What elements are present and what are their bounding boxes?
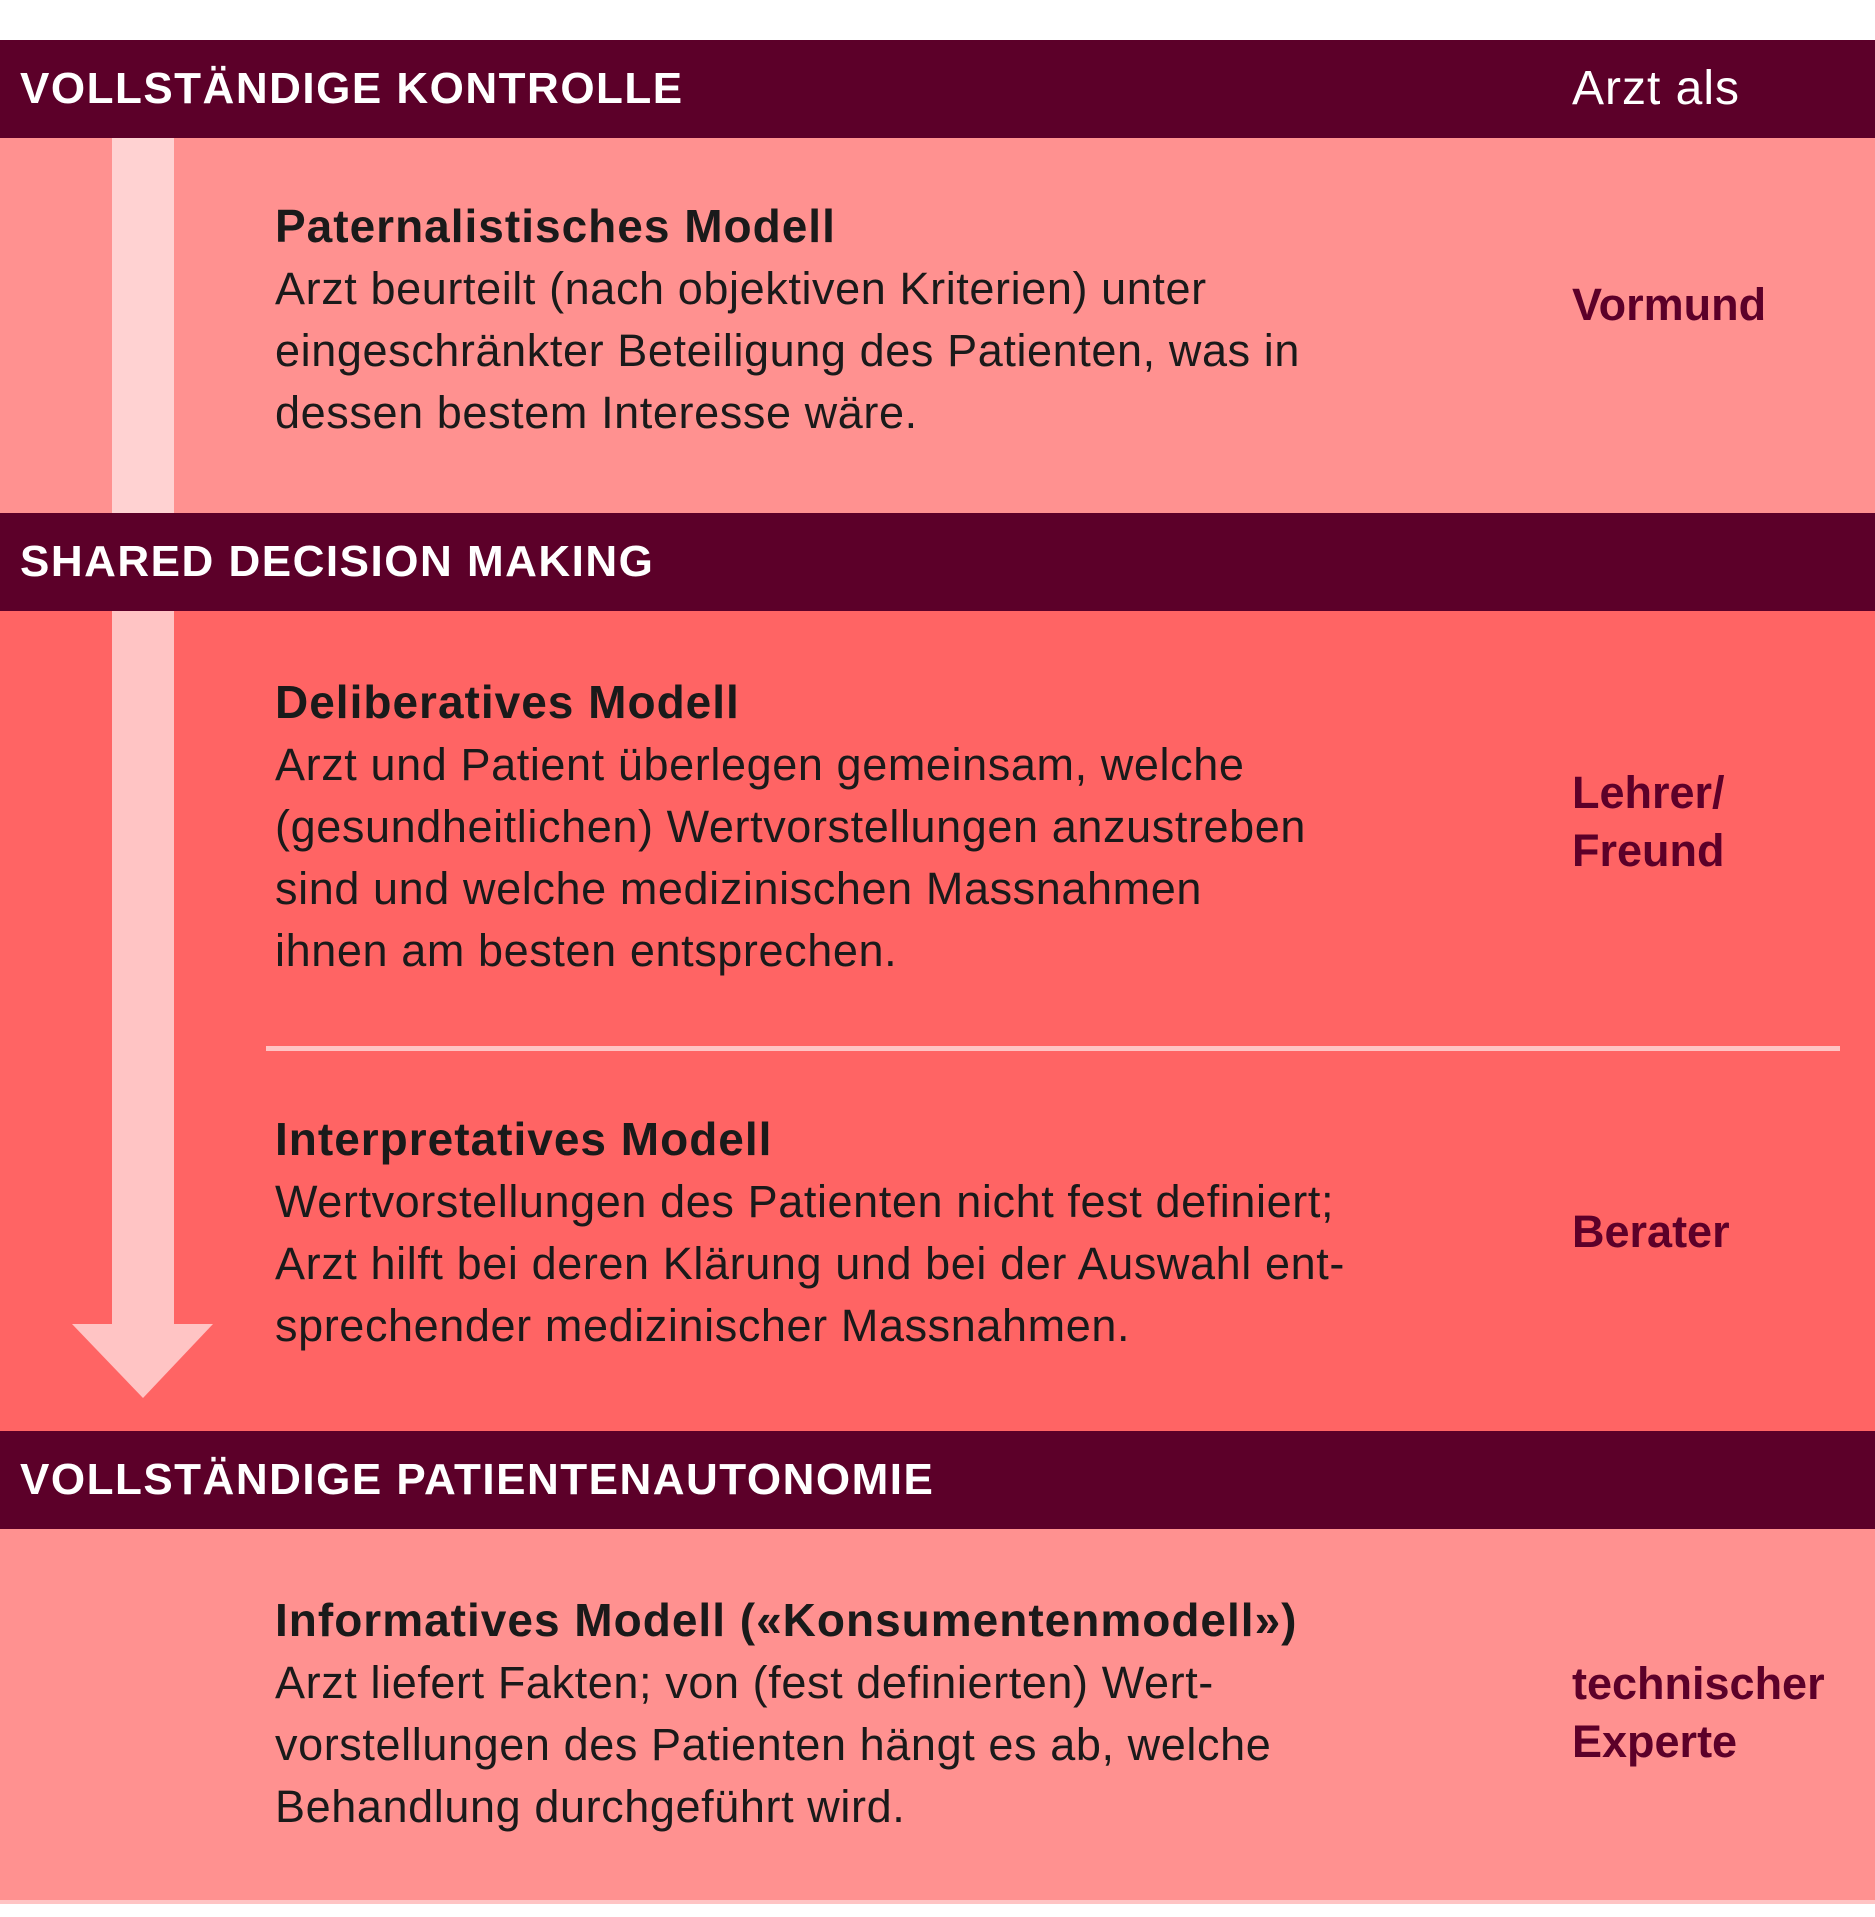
description-line: sprechender medizinischer Massnahmen. <box>275 1300 1131 1351</box>
description-line: vorstellungen des Patienten hängt es ab, welche <box>275 1719 1272 1770</box>
model-paternalistic <box>275 194 1535 444</box>
column-header-role: Arzt als <box>1572 62 1741 115</box>
description-line: Arzt hilft bei deren Klärung und bei der Auswahl ent- <box>275 1238 1345 1289</box>
description-line: (gesundheitlichen) Wertvorstellungen anzustreben <box>275 801 1307 852</box>
arrow-shaft-bottom <box>112 611 174 1326</box>
role-line: Freund <box>1572 825 1725 876</box>
section-header-label: SHARED DECISION MAKING <box>20 537 655 586</box>
model-description <box>275 1652 1535 1838</box>
role-line: Lehrer/ <box>1572 767 1725 818</box>
arrow-shaft-top <box>112 138 174 513</box>
model-informative <box>275 1588 1535 1838</box>
description-line: sind und welche medizinischen Massnahmen <box>275 863 1202 914</box>
model-deliberative <box>275 670 1535 982</box>
arrow-head <box>72 1324 213 1398</box>
description-line: Behandlung durchgeführt wird. <box>275 1781 906 1832</box>
bottom-border <box>0 1900 1875 1904</box>
role-teacher-friend <box>1572 764 1725 880</box>
role-line: technischer <box>1572 1658 1825 1709</box>
model-interpretative <box>275 1107 1535 1357</box>
description-line: ihnen am besten entsprechen. <box>275 925 898 976</box>
description-line: dessen bestem Interesse wäre. <box>275 387 918 438</box>
description-line: Arzt und Patient überlegen gemeinsam, welche <box>275 739 1245 790</box>
role-line: Berater <box>1572 1206 1730 1257</box>
section-header-label: VOLLSTÄNDIGE KONTROLLE <box>20 64 684 113</box>
role-guardian <box>1572 276 1766 334</box>
section-header-label: VOLLSTÄNDIGE PATIENTENAUTONOMIE <box>20 1455 935 1504</box>
role-line: Experte <box>1572 1716 1738 1767</box>
model-description <box>275 1171 1535 1357</box>
model-title: Paternalistisches Modell <box>275 200 836 252</box>
description-line: Arzt liefert Fakten; von (fest definierten) Wert- <box>275 1657 1214 1708</box>
model-description <box>275 734 1535 982</box>
role-line: Vormund <box>1572 279 1767 330</box>
description-line: Arzt beurteilt (nach objektiven Kriterien) unter <box>275 263 1207 314</box>
model-title: Deliberatives Modell <box>275 676 740 728</box>
role-technical-expert <box>1572 1655 1825 1771</box>
model-description <box>275 258 1535 444</box>
description-line: Wertvorstellungen des Patienten nicht fest definiert; <box>275 1176 1335 1227</box>
role-advisor <box>1572 1203 1730 1261</box>
model-title: Interpretatives Modell <box>275 1113 773 1165</box>
description-line: eingeschränkter Beteiligung des Patienten, was in <box>275 325 1301 376</box>
model-title: Informatives Modell («Konsumentenmodell») <box>275 1594 1298 1646</box>
model-divider <box>266 1046 1840 1051</box>
